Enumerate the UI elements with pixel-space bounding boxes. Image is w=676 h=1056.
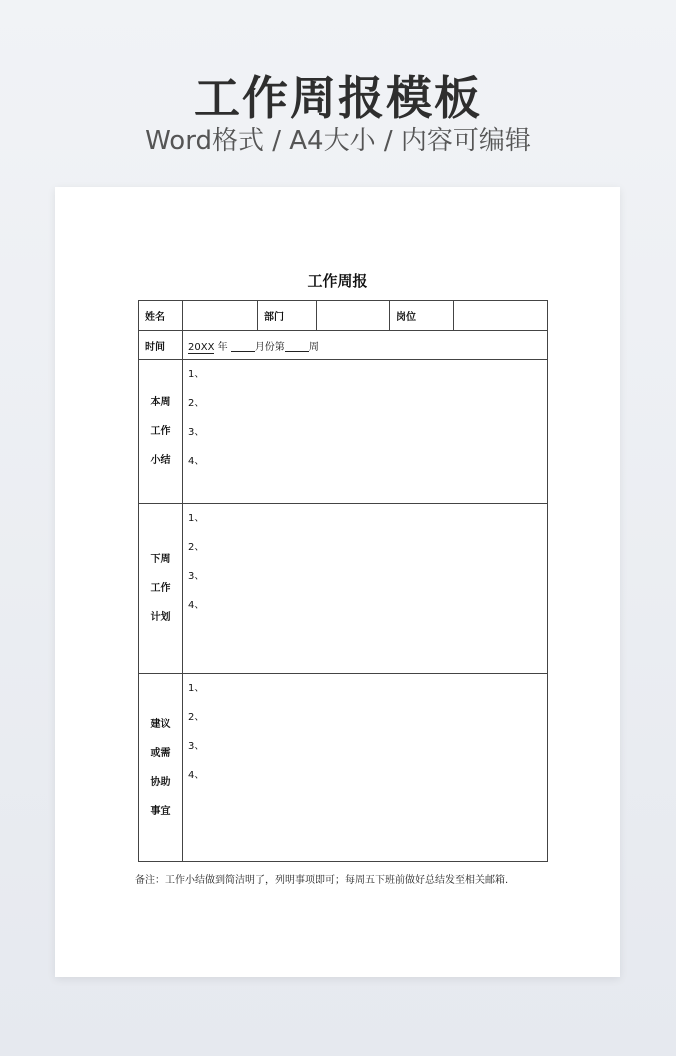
document-title: 工作周报 — [307, 272, 368, 290]
list-item: 2、 — [188, 712, 205, 723]
list-item: 1、 — [188, 369, 205, 380]
list-item: 2、 — [188, 398, 205, 409]
table-row — [139, 331, 548, 360]
section-label-line: 下周 — [150, 554, 171, 565]
table-row — [139, 674, 548, 862]
table-row — [139, 504, 548, 674]
year-value: 20XX — [188, 341, 215, 353]
list-item: 2、 — [188, 542, 205, 553]
list-item: 4、 — [188, 456, 205, 467]
list-item: 3、 — [188, 741, 205, 752]
week-unit: 周 — [308, 341, 319, 353]
name-label: 姓名 — [139, 301, 183, 331]
section-label-line: 计划 — [150, 612, 171, 623]
suggestions-content[interactable] — [183, 674, 548, 862]
position-label: 岗位 — [390, 301, 454, 331]
time-field[interactable] — [183, 331, 548, 360]
table-row — [139, 301, 548, 331]
weekly-report-table — [138, 300, 548, 862]
page-subtitle: Word格式 / A4大小 / 内容可编辑 — [145, 126, 531, 156]
section-label-line: 本周 — [150, 397, 171, 408]
section-label-summary — [139, 360, 183, 504]
department-field[interactable] — [317, 301, 390, 331]
section-label-plan — [139, 504, 183, 674]
month-blank — [231, 341, 255, 352]
time-label: 时间 — [139, 331, 183, 360]
section-label-suggestions — [139, 674, 183, 862]
remark-note: 备注：工作小结做到简洁明了，列明事项即可；每周五下班前做好总结发至相关邮箱. — [135, 875, 509, 886]
page-title: 工作周报模板 — [194, 71, 482, 125]
list-item: 3、 — [188, 427, 205, 438]
department-label: 部门 — [258, 301, 317, 331]
document-page — [55, 187, 620, 977]
table-row — [139, 360, 548, 504]
section-label-line: 小结 — [150, 455, 171, 466]
list-item: 4、 — [188, 770, 205, 781]
section-label-line: 建议 — [150, 718, 171, 730]
section-label-line: 工作 — [150, 583, 171, 594]
week-blank — [285, 341, 309, 352]
list-item: 1、 — [188, 683, 205, 694]
list-item: 4、 — [188, 600, 205, 611]
list-item: 1、 — [188, 513, 205, 524]
position-field[interactable] — [454, 301, 548, 331]
section-label-line: 协助 — [150, 776, 171, 788]
month-unit: 月份第 — [254, 341, 285, 353]
name-field[interactable] — [183, 301, 258, 331]
section-label-line: 事宜 — [150, 805, 171, 817]
section-label-line: 工作 — [150, 426, 171, 437]
section-label-line: 或需 — [150, 747, 171, 759]
plan-content[interactable] — [183, 504, 548, 674]
summary-content[interactable] — [183, 360, 548, 504]
year-unit: 年 — [217, 341, 228, 353]
list-item: 3、 — [188, 571, 205, 582]
